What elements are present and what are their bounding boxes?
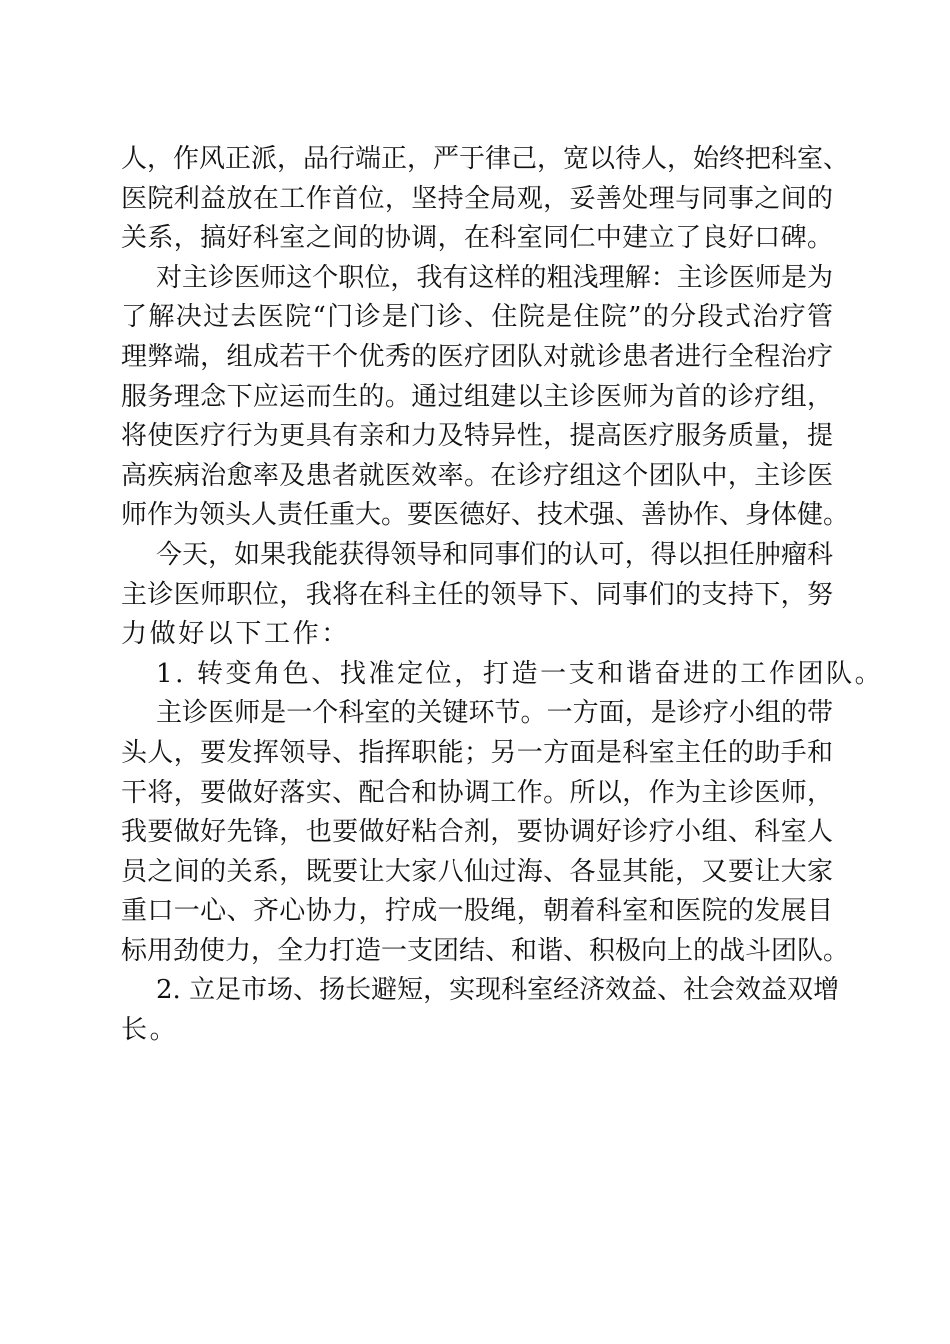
text-line: 干将，要做好落实、配合和协调工作。所以，作为主诊医师， — [121, 777, 833, 808]
section-heading-2: 2. 立足市场、扬长避短，实现科室经济效益、社会效益双增 — [156, 975, 840, 1006]
text-line: 服务理念下应运而生的。通过组建以主诊医师为首的诊疗组， — [121, 381, 833, 412]
text-line: 关系，搞好科室之间的协调，在科室同仁中建立了良好口碑。 — [121, 223, 833, 254]
text-line: 了解决过去医院“门诊是门诊、住院是住院”的分段式治疗管 — [121, 302, 833, 333]
paragraph-first-line: 对主诊医师这个职位，我有这样的粗浅理解：主诊医师是为 — [156, 262, 833, 293]
text-line: 人，作风正派，品行端正，严于律己，宽以待人，始终把科室、 — [121, 144, 850, 174]
paragraph-first-line: 主诊医师是一个科室的关键环节。一方面，是诊疗小组的带 — [156, 698, 833, 729]
text-line: 将使医疗行为更具有亲和力及特异性，提高医疗服务质量，提 — [121, 421, 833, 452]
text-line: 理弊端，组成若干个优秀的医疗团队对就诊患者进行全程治疗 — [121, 341, 833, 372]
text-line: 主诊医师职位，我将在科主任的领导下、同事们的支持下，努 — [121, 579, 833, 610]
text-line: 医院利益放在工作首位，坚持全局观，妥善处理与同事之间的 — [121, 183, 833, 214]
text-line: 标用劲使力，全力打造一支团结、和谐、积极向上的战斗团队。 — [121, 935, 850, 966]
text-line: 长。 — [121, 1015, 179, 1046]
text-line: 力做好以下工作： — [121, 619, 350, 650]
text-line: 重口一心、齐心协力，拧成一股绳，朝着科室和医院的发展目 — [121, 896, 833, 927]
document-body — [121, 140, 884, 1051]
text-line: 高疾病治愈率及患者就医效率。在诊疗组这个团队中，主诊医 — [121, 460, 833, 491]
text-line: 员之间的关系，既要让大家八仙过海、各显其能，又要让大家 — [121, 856, 833, 887]
text-line: 我要做好先锋，也要做好粘合剂，要协调好诊疗小组、科室人 — [121, 817, 833, 848]
text-line: 头人，要发挥领导、指挥职能；另一方面是科室主任的助手和 — [121, 737, 833, 768]
text-line: 师作为领头人责任重大。要医德好、技术强、善协作、身体健。 — [121, 500, 850, 531]
section-heading-1: 1. 转变角色、找准定位，打造一支和谐奋进的工作团队。 — [156, 658, 884, 689]
paragraph-first-line: 今天，如果我能获得领导和同事们的认可，得以担任肿瘤科 — [156, 539, 833, 570]
